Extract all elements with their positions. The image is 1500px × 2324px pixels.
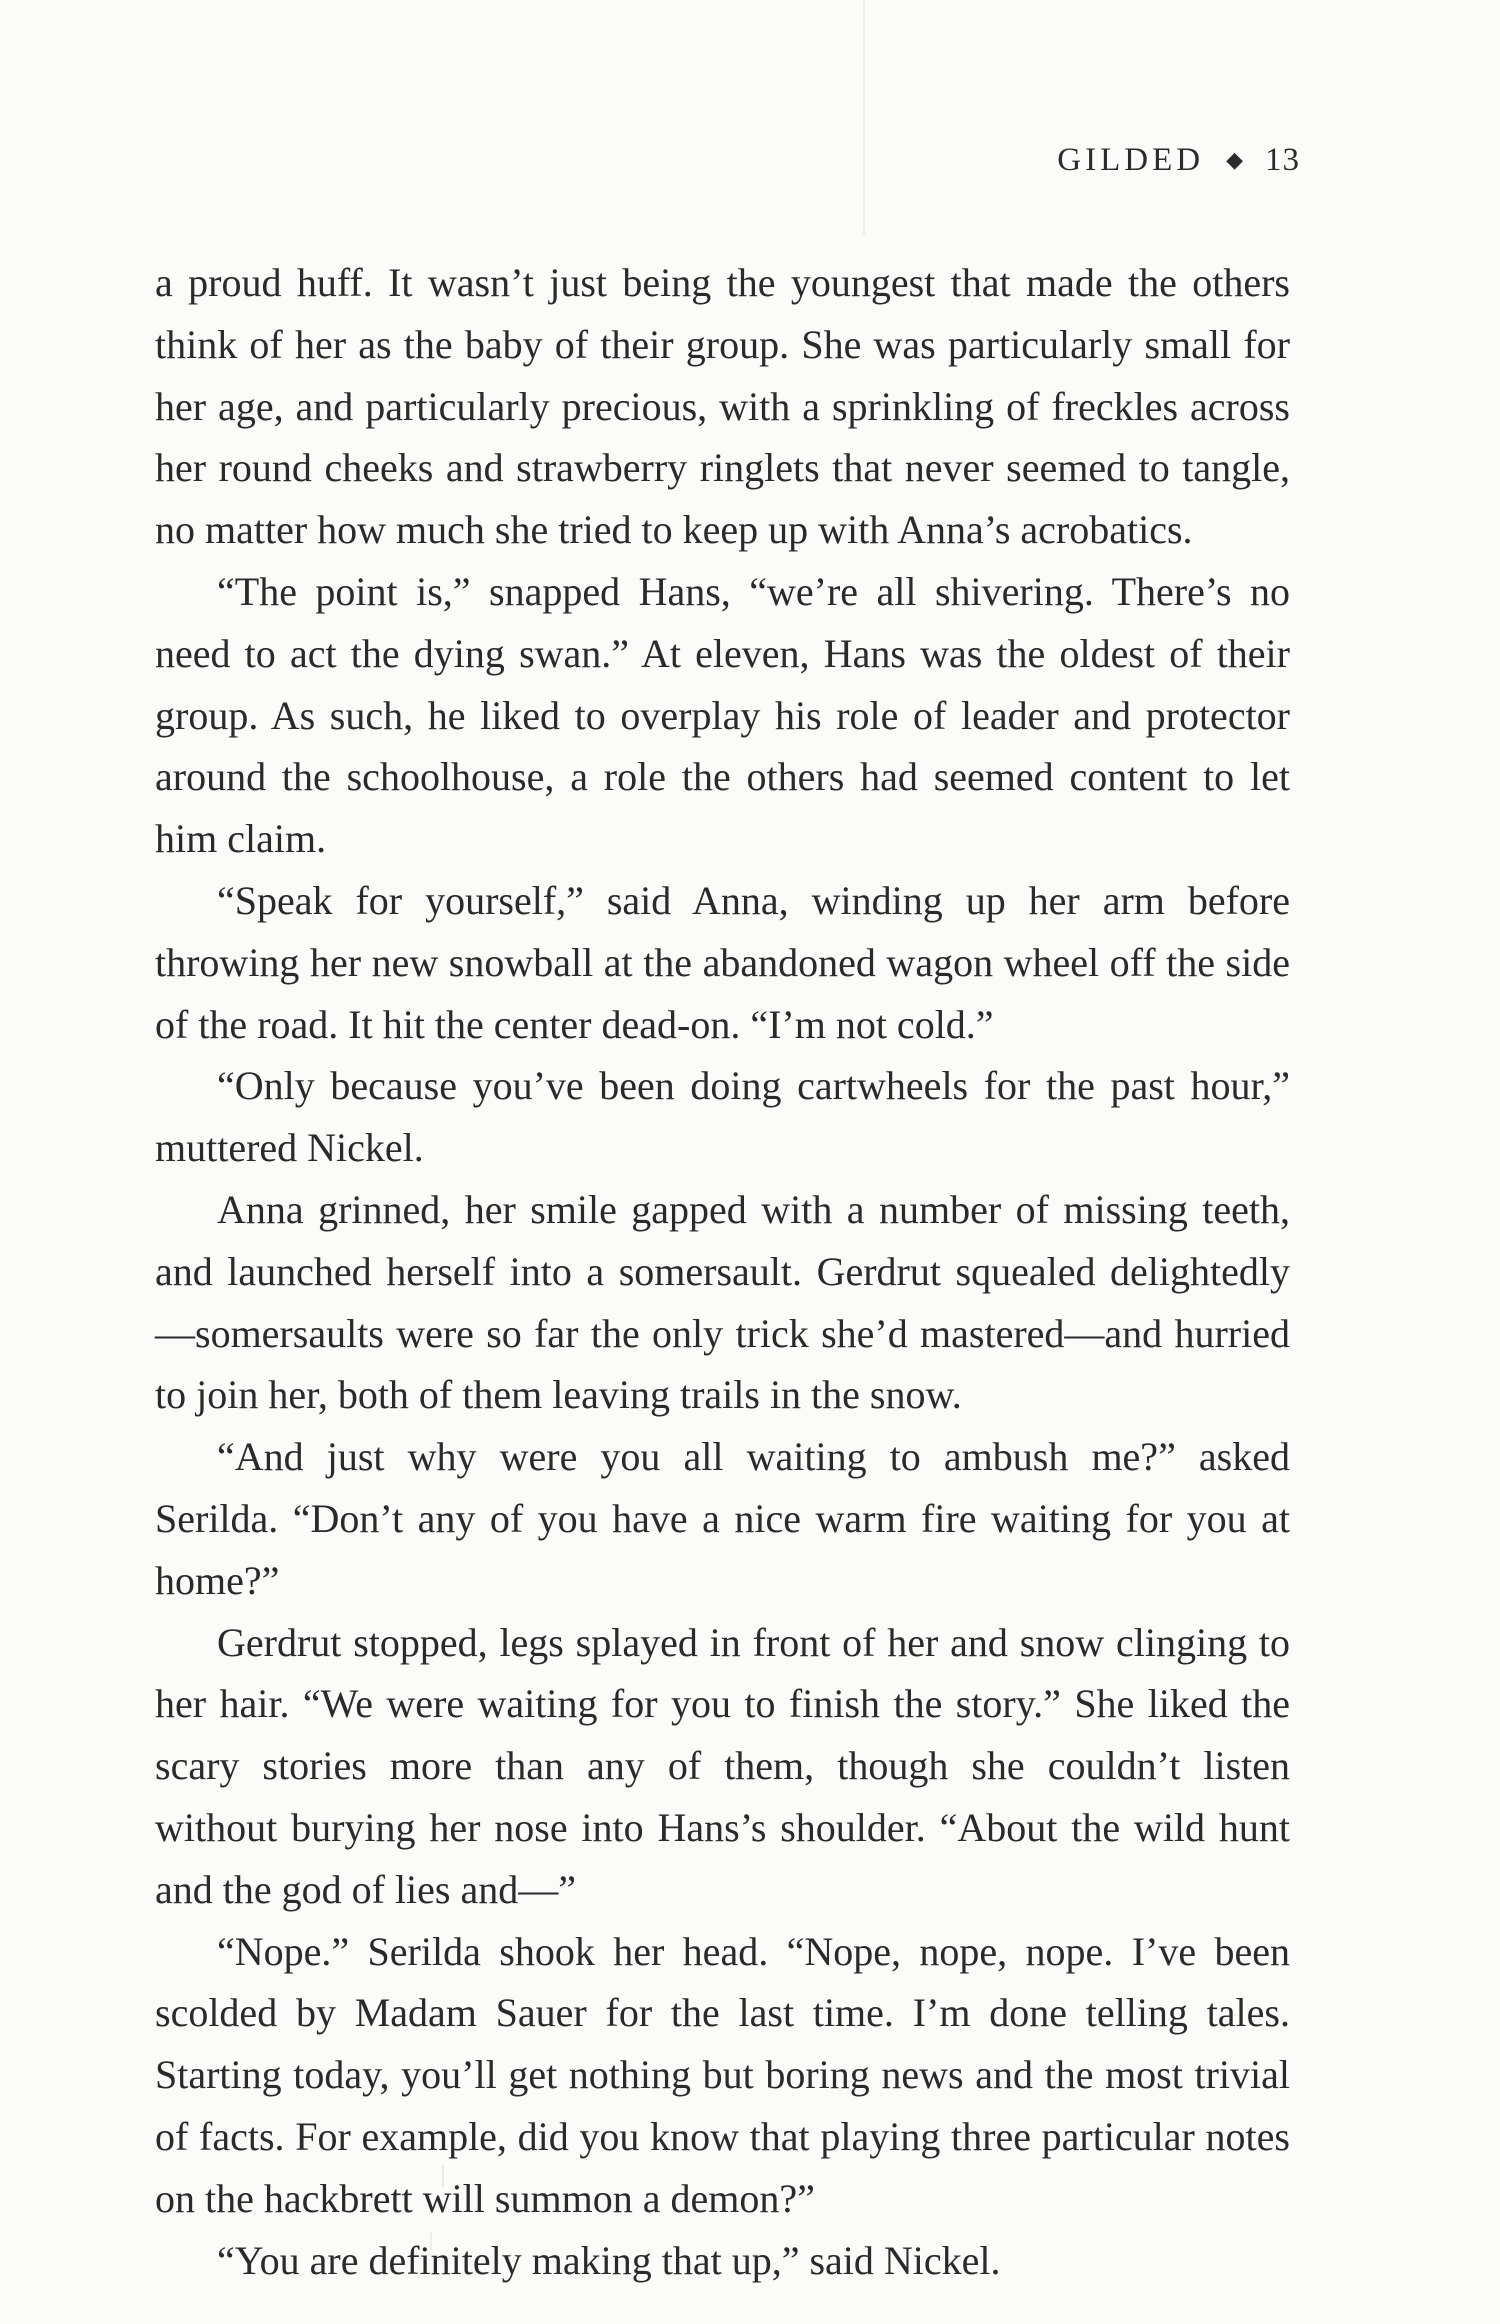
paragraph: a proud huff. It wasn’t just being the youngest that made the others think of her as the baby of their group. She was particularly small for her age, and particularly precious, with a sprinkling of freckles across her round cheeks and strawberry ringlets that never seemed to tangle, no matter how much she tried to keep up with Anna’s acrobatics. xyxy=(155,260,1290,553)
paragraph: Anna grinned, her smile gapped with a number of missing teeth, and launched herself into a somersault. Gerdrut squealed delightedly—somersaults were so far the only trick she’d mastered—and hurried to join her, both of them leaving trails in the snow. xyxy=(155,1186,1290,1418)
running-header xyxy=(1057,142,1300,179)
paragraph: “Only because you’ve been doing cartwheels for the past hour,” muttered Nickel. xyxy=(155,1063,1290,1171)
paragraph: “The point is,” snapped Hans, “we’re all shivering. There’s no need to act the dying swan.” At eleven, Hans was the oldest of their group. As such, he liked to overplay his role of leader and protector around the schoolhouse, a role the others had seemed content to let him claim. xyxy=(155,568,1290,862)
paragraph: Gerdrut stopped, legs splayed in front of her and snow clinging to her hair. “We were waiting for you to finish the story.” She liked the scary stories more than any of them, though she couldn’t listen without burying her nose into Hans’s shoulder. “About the wild hunt and the god of lies and—” xyxy=(155,1619,1290,1912)
scan-artifact-line xyxy=(863,0,865,235)
paragraph: “And just why were you all waiting to ambush me?” asked Serilda. “Don’t any of you have a nice warm fire waiting for you at home?” xyxy=(155,1434,1290,1603)
body-text xyxy=(155,252,1290,2291)
paragraph: “You are definitely making that up,” said Nickel. xyxy=(217,2237,1001,2283)
page-number: 13 xyxy=(1265,142,1300,178)
paragraph: “Speak for yourself,” said Anna, winding up her arm before throwing her new snowball at the abandoned wagon wheel off the side of the road. It hit the center dead-on. “I’m not cold.” xyxy=(155,877,1290,1047)
diamond-separator-icon: ◆ xyxy=(1226,147,1243,172)
paragraph: “Nope.” Serilda shook her head. “Nope, nope, nope. I’ve been scolded by Madam Sauer for the last time. I’m done telling tales. Starting today, you’ll get nothing but boring news and the most trivial of facts. For example, did you know that playing three particular notes on the hackbrett will summon a demon?” xyxy=(155,1928,1290,2221)
book-title: GILDED xyxy=(1057,142,1205,178)
